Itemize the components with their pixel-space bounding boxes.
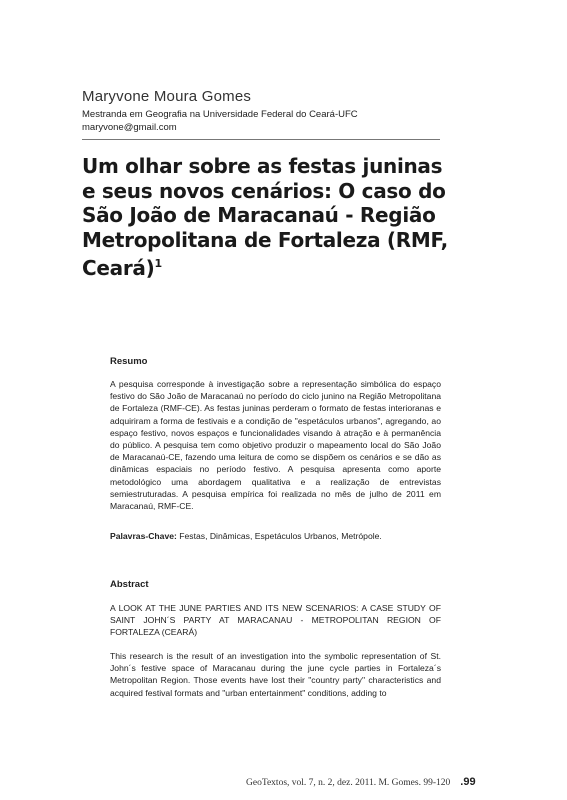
article-title bbox=[82, 154, 462, 281]
abstract-body: This research is the result of an investigation into the symbolic representation of St. John´s festive space of Maracanau during the june cycle parties in Fortaleza´s Metropolitan Region. Those events have lost their "country party" characteristics and acquired festival formats and "urban entertainment" conditions, adding to bbox=[110, 651, 441, 698]
author-email: maryvone@gmail.com bbox=[82, 121, 177, 133]
abstract-title: A LOOK AT THE JUNE PARTIES AND ITS NEW SCENARIOS: A CASE STUDY OF SAINT JOHN´S PARTY AT MARACANAU - METROPOLITAN REGION OF FORTALEZA (CEARÁ) bbox=[110, 603, 441, 638]
resumo-heading: Resumo bbox=[110, 356, 148, 367]
resumo-body: A pesquisa corresponde à investigação sobre a representação simbólica do espaço festivo do São João de Maracanaú no período do ciclo junino na Região Metropolitana de Fortaleza (RMF-CE). As festas juninas perderam o formato de festas interioranas e adquiriram a forma de festivais e a condição de "espetáculos urbanos", agregando, ao espaço festivo, novos espaços e funcionalidades visando à atração e à permanência do público. A pesquisa tem como objetivo produzir o mapeamento local do São João de Maracanaú-CE, fazendo uma leitura de como se dispõem os cenários e se dão as dinâmicas espaciais no período festivo. A pesquisa apresenta como aporte metodológico uma abordagem qualitativa e a realização de entrevistas semiestruturadas. A pesquisa empírica foi realizada no mês de julho de 2011 em Maracanaú, RMF-CE. bbox=[110, 379, 441, 512]
author-affiliation-block bbox=[82, 109, 358, 134]
article-title-text: Um olhar sobre as festas juninas e seus novos cenários: O caso do São João de Maracanaú - Região Metropolitana de Fortaleza (RMF, Ceará) bbox=[82, 154, 448, 280]
keywords-text: Festas, Dinâmicas, Espetáculos Urbanos, Metrópole. bbox=[179, 531, 382, 541]
author-affiliation: Mestranda em Geografia na Universidade Federal do Ceará-UFC bbox=[82, 109, 358, 120]
title-footnote-mark[interactable]: 1 bbox=[154, 257, 162, 270]
abstract-heading: Abstract bbox=[110, 579, 149, 590]
page-number: .99 bbox=[460, 776, 476, 788]
keywords-line bbox=[110, 530, 441, 542]
header-divider bbox=[82, 139, 440, 140]
page-footer bbox=[246, 776, 476, 788]
keywords-label: Palavras-Chave: bbox=[110, 531, 177, 541]
author-name: Maryvone Moura Gomes bbox=[82, 88, 252, 105]
footer-citation: GeoTextos, vol. 7, n. 2, dez. 2011. M. Gomes. 99-120 bbox=[246, 778, 451, 788]
